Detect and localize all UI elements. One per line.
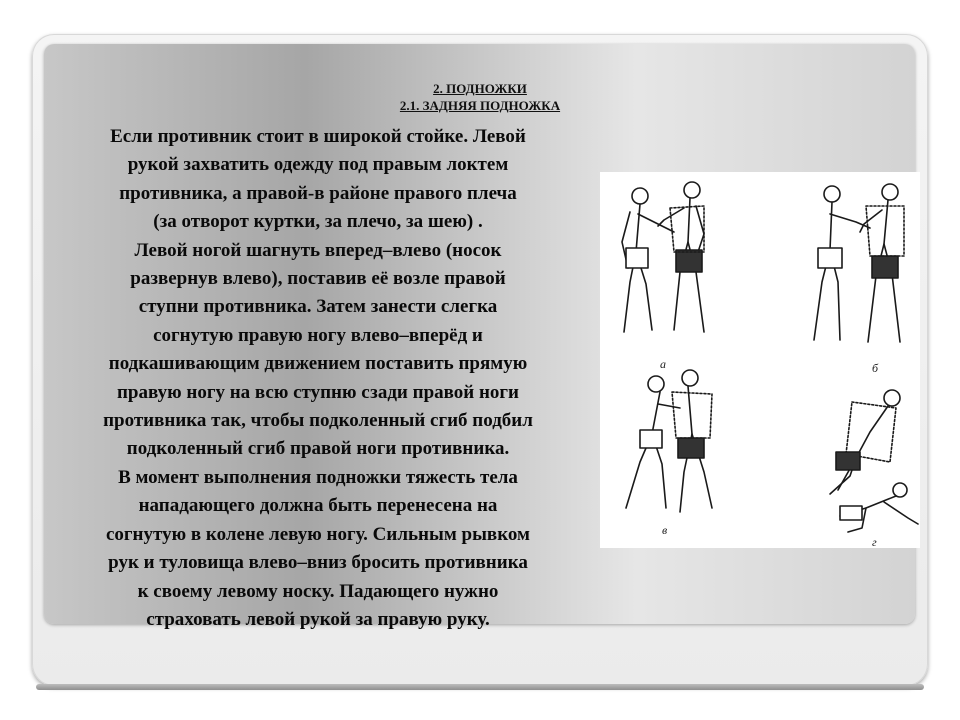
panel-label-d: г — [872, 535, 877, 548]
panel-a-figures — [622, 182, 704, 332]
bottom-divider — [36, 684, 924, 690]
panel-label-b: б — [872, 361, 879, 375]
wrestlers-drawing — [600, 172, 920, 548]
body-line: Если противник стоит в широкой стойке. Левой — [110, 126, 526, 147]
heading-line-2: 2.1. ЗАДНЯЯ ПОДНОЖКА — [399, 98, 561, 113]
body-line: ступни противника. Затем занести слегка — [138, 296, 498, 318]
heading-line-1: 2. ПОДНОЖКИ — [433, 81, 527, 96]
panel-c-figures — [626, 370, 712, 512]
body-line: рукой захватить одежду под правым локтем — [127, 154, 509, 176]
body-line: (за отворот куртки, за плечо, за шею) . — [153, 211, 483, 233]
technique-illustration — [600, 172, 920, 548]
body-line: согнутую правую ногу влево–вперёд и — [153, 324, 483, 346]
body-line: подкашивающим движением поставить прямую — [108, 353, 528, 375]
body-line: согнутую в колене левую ногу. Сильным рывком — [106, 523, 530, 545]
body-line: страховать левой рукой за правую руку. — [146, 608, 490, 630]
body-line: противника, а правой-в районе правого плеча — [119, 182, 517, 204]
slide-heading — [360, 80, 600, 114]
body-line: подколенный сгиб правой ноги противника. — [126, 438, 510, 460]
panel-b-figures — [814, 184, 904, 342]
panel-d-figures — [830, 390, 918, 532]
body-line: рук и туловища влево–вниз бросить противника — [108, 552, 528, 574]
panel-label-c: в — [662, 523, 668, 537]
body-line: Левой ногой шагнуть вперед–влево (носок — [134, 239, 502, 261]
panel-label-a: а — [660, 357, 666, 371]
technique-description — [40, 123, 596, 634]
body-line: правую ногу на всю ступню сзади правой ноги — [116, 381, 519, 403]
body-line: к своему левому носку. Падающего нужно — [137, 580, 499, 602]
body-line: развернув влево), поставив её возле правой — [130, 268, 506, 290]
body-line: противника так, чтобы подколенный сгиб подбил — [103, 410, 533, 432]
body-line: нападающего должна быть перенесена на — [138, 495, 498, 517]
body-line: В момент выполнения подножки тяжесть тела — [118, 466, 518, 488]
